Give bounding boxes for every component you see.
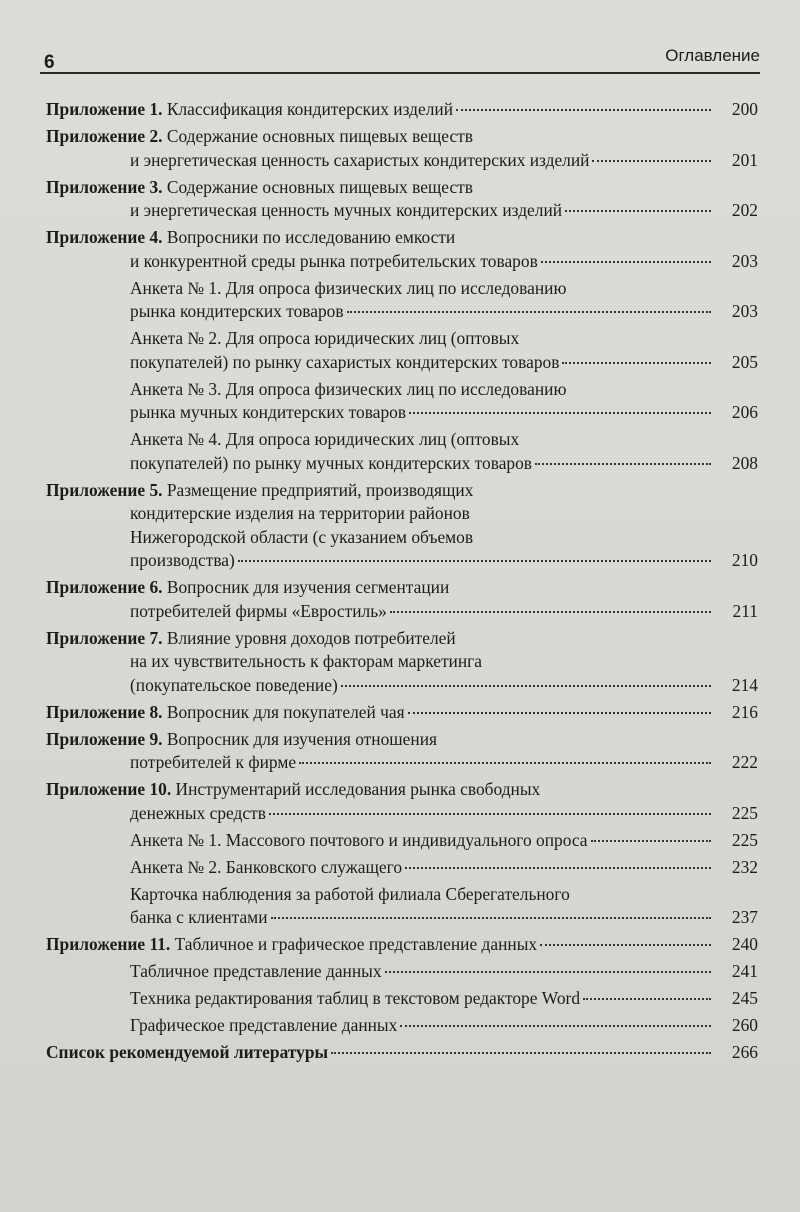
toc-line	[46, 98, 714, 122]
entry-text-wrap	[130, 250, 538, 274]
entry-label: Список рекомендуемой литературы	[46, 1042, 329, 1062]
toc-line	[130, 378, 714, 402]
page-ref: 202	[731, 200, 758, 220]
entry-text: Размещение предприятий, производящих	[166, 479, 474, 500]
entry-label: Приложение 9.	[46, 728, 163, 749]
dot-leader	[331, 1052, 711, 1054]
entry-text: Вопросник для изучения отношения	[166, 728, 438, 749]
toc-line	[46, 701, 714, 725]
toc-entry	[46, 1041, 758, 1065]
entry-text: Табличное и графическое представление данных	[174, 934, 538, 954]
entry-text-wrap	[46, 628, 456, 648]
toc-line	[46, 576, 714, 600]
entry-text: Содержание основных пищевых веществ	[166, 176, 473, 197]
page-ref: 232	[731, 856, 758, 877]
page-ref: 200	[731, 99, 758, 119]
entry-text-wrap	[130, 987, 580, 1011]
toc-entry	[46, 125, 758, 172]
toc-entry	[46, 98, 758, 122]
toc-subentry	[46, 378, 758, 425]
entry-text: покупателей) по рынку мучных кондитерских товаров	[130, 452, 533, 473]
entry-label: Приложение 11.	[46, 934, 171, 954]
entry-text: Инструментарий исследования рынка свободных	[175, 779, 541, 799]
entry-text-wrap	[46, 480, 473, 500]
page-ref: 245	[731, 988, 758, 1008]
toc-subentry	[46, 1014, 758, 1038]
entry-text-wrap	[130, 829, 588, 853]
toc-entry	[46, 479, 758, 573]
entry-text-wrap	[130, 328, 519, 348]
entry-text: на их чувствительность к факторам маркетинга	[130, 651, 483, 671]
entry-text: Анкета № 2. Банковского служащего	[130, 856, 403, 877]
toc-line	[46, 479, 714, 503]
dot-leader	[271, 917, 712, 919]
page-ref: 203	[731, 250, 758, 271]
dot-leader	[269, 813, 711, 815]
entry-label: Приложение 1.	[46, 99, 163, 119]
entry-text: производства)	[130, 550, 235, 570]
page-ref: 266	[731, 1042, 758, 1062]
page-ref: 237	[731, 907, 758, 927]
toc-line	[130, 452, 714, 476]
entry-text-wrap	[130, 1014, 397, 1038]
page-ref: 225	[731, 829, 758, 850]
dot-leader	[408, 712, 711, 714]
entry-label: Приложение 4.	[46, 227, 163, 247]
entry-text-wrap	[130, 503, 470, 523]
entry-text-wrap	[130, 527, 473, 547]
entry-text: Техника редактирования таблиц в текстовом редакторе Word	[130, 988, 581, 1008]
entry-text: и энергетическая ценность сахаристых кондитерских изделий	[130, 149, 590, 170]
toc-line	[130, 960, 714, 984]
dot-leader	[385, 971, 711, 973]
toc-entry	[46, 627, 758, 698]
entry-label: Приложение 5.	[46, 479, 163, 500]
entry-text-wrap	[130, 549, 235, 573]
dot-leader	[400, 1025, 711, 1027]
entry-text-wrap	[130, 960, 382, 984]
dot-leader	[592, 160, 711, 162]
toc-subentry	[46, 829, 758, 853]
page-ref: 203	[731, 301, 758, 321]
entry-text: Содержание основных пищевых веществ	[166, 126, 473, 146]
toc-line	[130, 856, 714, 880]
entry-text-wrap	[46, 98, 453, 122]
dot-leader	[341, 685, 711, 687]
entry-text: Анкета № 3. Для опроса физических лиц по исследованию	[130, 378, 567, 399]
dot-leader	[535, 463, 711, 465]
entry-text: Анкета № 1. Массового почтового и индивидуального опроса	[130, 829, 588, 850]
entry-text: кондитерские изделия на территории районов	[130, 503, 470, 523]
toc-entry	[46, 778, 758, 825]
entry-text: Вопросник для изучения сегментации	[166, 577, 450, 597]
entry-text: Классификация кондитерских изделий	[166, 99, 454, 119]
toc-subentry	[46, 960, 758, 984]
entry-label: Приложение 6.	[46, 577, 163, 597]
page-ref: 225	[731, 802, 758, 823]
page-ref: 201	[731, 149, 758, 170]
entry-text: Влияние уровня доходов потребителей	[166, 627, 456, 648]
toc-line	[46, 250, 714, 274]
entry-text-wrap	[46, 577, 449, 597]
entry-text: Графическое представление данных	[130, 1015, 398, 1035]
page-ref: 206	[731, 402, 758, 422]
entry-text: потребителей к фирме	[130, 752, 297, 772]
toc-line	[46, 933, 714, 957]
toc-subentry	[46, 987, 758, 1011]
page-ref: 240	[731, 934, 758, 954]
entry-text: банка с клиентами	[130, 907, 268, 927]
page-number: 6	[44, 52, 55, 73]
entry-text-wrap	[130, 401, 406, 425]
page-ref: 241	[731, 961, 758, 981]
entry-text: Анкета № 4. Для опроса юридических лиц (оптовых	[130, 429, 520, 449]
toc-line	[46, 199, 714, 223]
toc-subentry	[46, 327, 758, 374]
toc-line	[46, 526, 714, 550]
toc-line	[130, 987, 714, 1011]
page-ref: 205	[731, 351, 758, 372]
entry-text-wrap	[130, 351, 559, 375]
table-of-contents	[46, 98, 758, 1068]
entry-text: Вопросник для покупателей чая	[166, 701, 405, 722]
toc-subentry	[46, 883, 758, 930]
entry-text: Анкета № 1. Для опроса физических лиц по исследованию	[130, 277, 567, 298]
entry-text-wrap	[130, 751, 296, 775]
page-ref: 211	[732, 600, 758, 621]
dot-leader	[405, 867, 711, 869]
entry-text-wrap	[46, 177, 473, 197]
entry-text: и энергетическая ценность мучных кондитерских изделий	[130, 200, 563, 220]
toc-line	[46, 226, 714, 250]
entry-text-wrap	[130, 802, 266, 826]
dot-leader	[456, 109, 711, 111]
page-ref: 208	[731, 452, 758, 473]
entry-text-wrap	[130, 674, 338, 698]
toc-line	[130, 906, 714, 930]
toc-line	[46, 778, 714, 802]
toc-line	[46, 600, 714, 624]
toc-line	[46, 751, 714, 775]
toc-line	[130, 401, 714, 425]
entry-text-wrap	[130, 379, 566, 399]
section-title: Оглавление	[665, 46, 760, 65]
toc-entry	[46, 576, 758, 623]
toc-line	[46, 650, 714, 674]
dot-leader	[390, 611, 711, 613]
entry-text: потребителей фирмы «Евростиль»	[130, 600, 387, 621]
toc-line	[46, 125, 714, 149]
entry-text: покупателей) по рынку сахаристых кондитерских товаров	[130, 351, 560, 372]
toc-line	[46, 728, 714, 752]
running-header	[40, 46, 760, 74]
entry-text: и конкурентной среды рынка потребительских товаров	[130, 250, 538, 271]
entry-text: денежных средств	[130, 802, 266, 823]
entry-text-wrap	[46, 126, 473, 146]
dot-leader	[583, 998, 711, 1000]
dot-leader	[299, 762, 711, 764]
page-ref: 210	[731, 550, 758, 570]
entry-text: Нижегородской области (с указанием объемов	[130, 526, 474, 547]
dot-leader	[540, 944, 711, 946]
entry-text: Табличное представление данных	[130, 961, 382, 981]
entry-text: Вопросники по исследованию емкости	[166, 227, 456, 247]
entry-text-wrap	[130, 651, 482, 671]
entry-text-wrap	[130, 300, 344, 324]
entry-text: (покупательское поведение)	[130, 674, 338, 695]
entry-text-wrap	[46, 227, 455, 247]
toc-line	[130, 300, 714, 324]
entry-text: Анкета № 2. Для опроса юридических лиц (оптовых	[130, 328, 520, 348]
toc-subentry	[46, 277, 758, 324]
entry-text-wrap	[130, 856, 402, 880]
page-ref: 216	[731, 701, 758, 722]
toc-line	[130, 1014, 714, 1038]
toc-line	[130, 277, 714, 301]
entry-label: Приложение 2.	[46, 126, 163, 146]
toc-line	[130, 351, 714, 375]
dot-leader	[591, 840, 711, 842]
toc-line	[130, 327, 714, 351]
entry-text-wrap	[130, 884, 570, 904]
entry-text-wrap	[46, 729, 437, 749]
toc-line	[46, 149, 714, 173]
toc-line	[130, 883, 714, 907]
dot-leader	[562, 362, 711, 364]
entry-text: рынка мучных кондитерских товаров	[130, 402, 407, 422]
entry-label: Приложение 10.	[46, 779, 172, 799]
dot-leader	[347, 311, 711, 313]
toc-entry	[46, 701, 758, 725]
toc-line	[130, 829, 714, 853]
toc-entry	[46, 176, 758, 223]
dot-leader	[238, 560, 711, 562]
toc-entry	[46, 728, 758, 775]
toc-subentry	[46, 428, 758, 475]
toc-line	[46, 176, 714, 200]
toc-line	[46, 802, 714, 826]
toc-subentry	[46, 856, 758, 880]
toc-line	[46, 674, 714, 698]
toc-line	[46, 1041, 714, 1065]
entry-text-wrap	[130, 278, 566, 298]
entry-text-wrap	[46, 701, 405, 725]
page-ref: 222	[731, 752, 758, 772]
entry-text-wrap	[46, 779, 540, 799]
toc-line	[46, 502, 714, 526]
entry-text-wrap	[46, 933, 537, 957]
entry-text-wrap	[130, 452, 532, 476]
toc-line	[130, 428, 714, 452]
dot-leader	[409, 412, 711, 414]
page-ref: 214	[731, 674, 758, 695]
entry-label: Приложение 3.	[46, 176, 163, 197]
entry-label: Приложение 7.	[46, 627, 163, 648]
toc-entry	[46, 933, 758, 957]
entry-text-wrap	[130, 149, 589, 173]
entry-text-wrap	[130, 906, 268, 930]
toc-entry	[46, 226, 758, 273]
entry-label: Приложение 8.	[46, 701, 163, 722]
page-ref: 260	[731, 1015, 758, 1035]
entry-text-wrap	[130, 429, 519, 449]
entry-text: Карточка наблюдения за работой филиала Сберегательного	[130, 883, 570, 904]
entry-text-wrap	[130, 600, 387, 624]
entry-text: рынка кондитерских товаров	[130, 301, 344, 321]
dot-leader	[541, 261, 711, 263]
toc-line	[46, 549, 714, 573]
toc-line	[46, 627, 714, 651]
entry-text-wrap	[130, 199, 562, 223]
dot-leader	[565, 210, 711, 212]
